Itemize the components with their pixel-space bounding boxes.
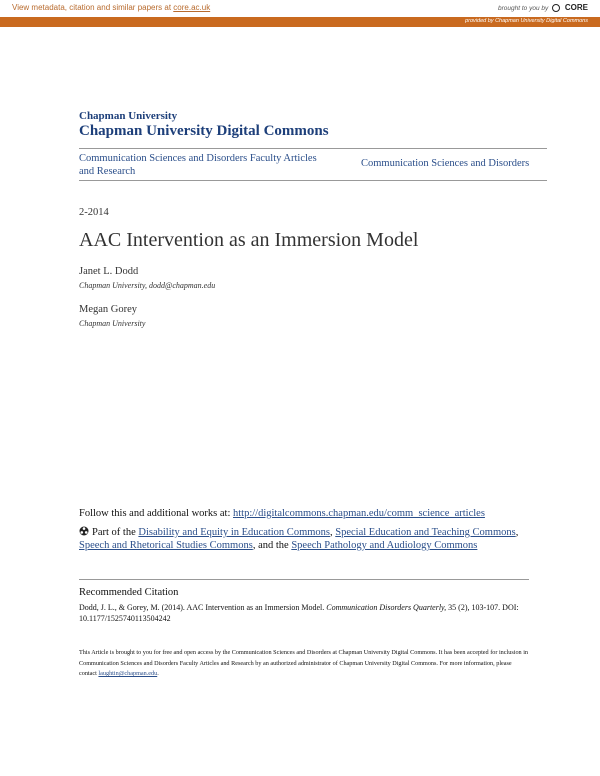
access-notice	[79, 648, 529, 680]
core-banner	[0, 0, 600, 18]
author-affiliation: Chapman University, dodd@chapman.edu	[79, 281, 216, 290]
commons-link[interactable]: Speech Pathology and Audiology Commons	[291, 540, 478, 551]
separator: , and the	[252, 540, 289, 551]
part-of-line	[79, 526, 529, 552]
commons-link[interactable]: Special Education and Teaching Commons	[335, 527, 516, 538]
notice-text: This Article is brought to you for free and open access by the Communication Sciences and Disorders at Chapman University Digital Commons. It has been accepted for inclusion in Communication Sciences and Disorders Faculty Articles and Research by an authorized administrator of Chapman University Digital Commons. For more information, please contact	[79, 649, 529, 677]
brought-text: brought to you by	[498, 5, 549, 12]
divider	[79, 180, 547, 181]
core-metadata-note	[12, 3, 210, 12]
divider	[79, 579, 529, 580]
divider	[79, 148, 547, 149]
institution-name[interactable]: Chapman University	[79, 110, 178, 122]
follow-link[interactable]: http://digitalcommons.chapman.edu/comm_science_articles	[233, 508, 485, 519]
separator: ,	[330, 527, 333, 538]
collection-link-left[interactable]: Communication Sciences and Disorders Faculty Articles and Research	[79, 153, 317, 177]
network-icon	[79, 526, 89, 536]
follow-line	[79, 508, 485, 519]
citation-text	[79, 602, 529, 624]
separator: ,	[515, 527, 519, 538]
commons-link[interactable]: Speech and Rhetorical Studies Commons	[79, 540, 253, 551]
article-date: 2-2014	[79, 207, 109, 218]
citation-post: 35 (2), 103-107. DOI: 10.1177/1525740113504242	[79, 603, 519, 623]
contact-email-link[interactable]: laughtin@chapman.edu	[98, 670, 158, 677]
provided-text: provided by Chapman University Digital Commons	[465, 18, 588, 24]
core-logo-icon	[552, 4, 560, 12]
core-link[interactable]: core.ac.uk	[173, 3, 211, 12]
core-logo[interactable]: CORE	[564, 3, 588, 12]
notice-end: .	[157, 670, 159, 677]
author-name: Megan Gorey	[79, 304, 138, 315]
citation-journal: Communication Disorders Quarterly,	[326, 603, 447, 612]
metadata-text: View metadata, citation and similar papers at	[12, 3, 172, 12]
citation-pre: Dodd, J. L., & Gorey, M. (2014). AAC Intervention as an Immersion Model.	[79, 603, 325, 612]
part-of-prefix: Part of the	[92, 527, 136, 538]
recommended-citation-heading: Recommended Citation	[79, 587, 179, 598]
author-affiliation: Chapman University	[79, 319, 146, 328]
collection-link-right[interactable]: Communication Sciences and Disorders	[361, 158, 530, 169]
follow-prefix: Follow this and additional works at:	[79, 508, 231, 519]
author-name: Janet L. Dodd	[79, 266, 139, 277]
repository-name[interactable]: Chapman University Digital Commons	[79, 123, 329, 139]
core-brand	[498, 3, 588, 12]
provided-bar	[0, 17, 600, 27]
commons-link[interactable]: Disability and Equity in Education Commons	[138, 527, 330, 538]
article-title: AAC Intervention as an Immersion Model	[79, 229, 419, 251]
